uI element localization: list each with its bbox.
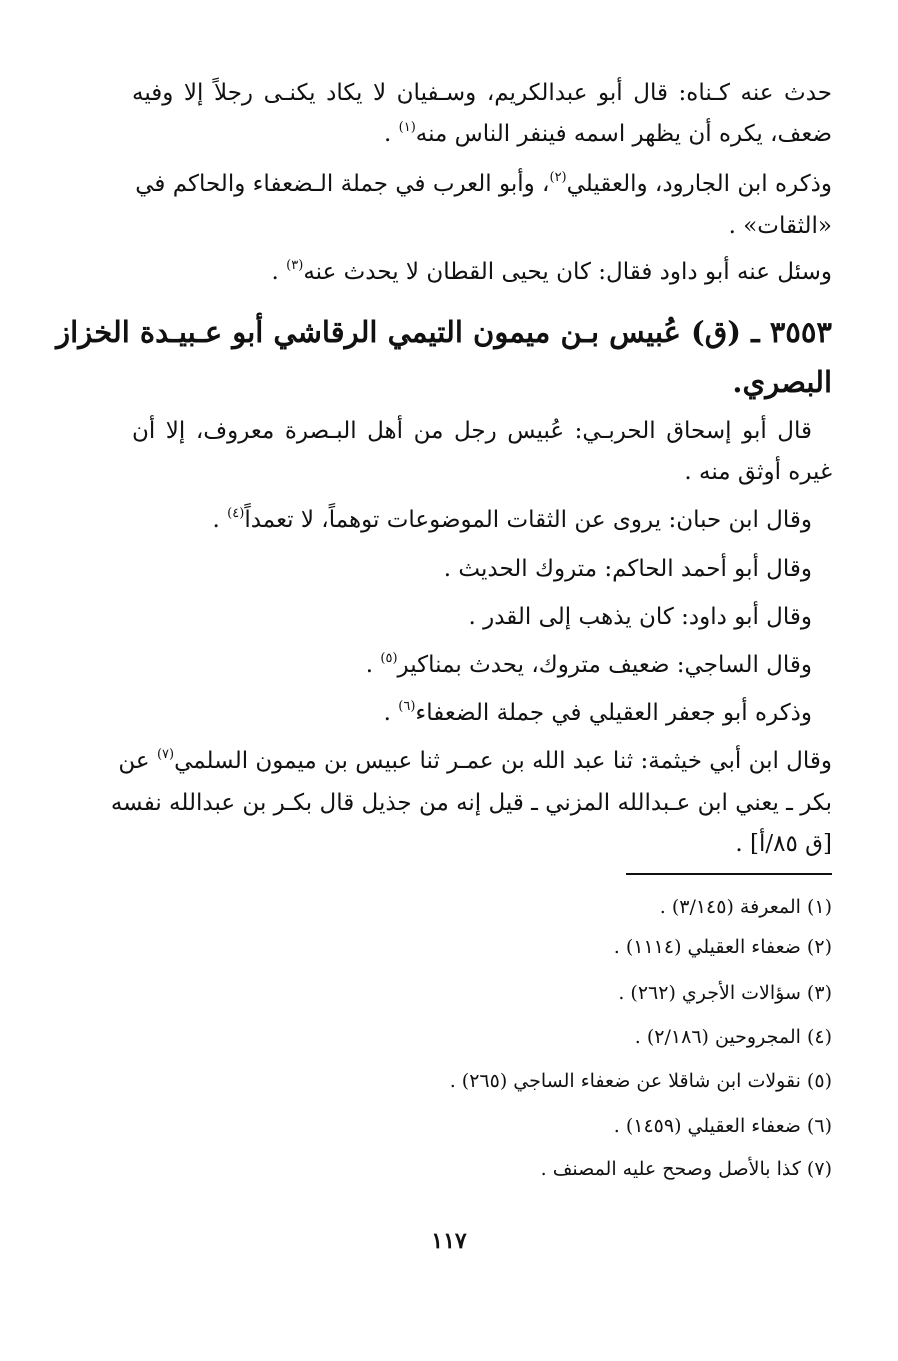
- footnote-ref-4: (٤): [227, 506, 245, 521]
- body-line-8-end: .: [212, 507, 228, 533]
- footnote-ref-6: (٦): [398, 699, 416, 714]
- body-line-2: [132, 114, 832, 154]
- body-line-13: [118, 741, 832, 781]
- body-line-10: وقال أبو داود: كان يذهب إلى القدر .: [468, 604, 812, 630]
- footnote-ref-3: (٣): [286, 258, 304, 273]
- body-line-12-end: .: [383, 700, 399, 726]
- body-line-1: حدث عنه كـناه: قال أبو عبدالكريم، وسـفيان لا يكاد يكنـى رجلاً إلا وفيه: [132, 80, 832, 106]
- body-line-14: بكر ـ يعني ابن عـبدالله المزني ـ قيل إنه من جذيل قال بكـر بن عبدالله نفسه: [110, 790, 832, 816]
- footnote-1: (١) المعرفة (٣/١٤٥) .: [659, 896, 832, 918]
- body-line-3-part: [135, 164, 832, 204]
- body-line-11-end: .: [365, 652, 381, 678]
- body-line-5-end: .: [271, 259, 287, 285]
- body-line-15: [ق ٨٥/أ] .: [735, 831, 832, 857]
- footnote-4: (٤) المجروحين (٢/١٨٦) .: [634, 1026, 832, 1048]
- footnote-3: (٣) سؤالات الأجري (٢٦٢) .: [618, 982, 832, 1004]
- body-line-2-end: .: [384, 121, 399, 147]
- body-line-12: [132, 693, 812, 733]
- footnote-ref-2: (٢): [549, 170, 567, 185]
- entry-heading-line-1: ٣٥٥٣ ـ (ق) عُبيس بـن ميمون التيمي الرقاشي أبو عـبيـدة الخزاز: [56, 315, 832, 349]
- body-line-11-text: وقال الساجي: ضعيف متروك، يحدث بمناكير: [397, 652, 812, 678]
- body-line-6: قال أبو إسحاق الحربـي: عُبيس رجل من أهل البـصرة معروف، إلا أن: [132, 418, 812, 444]
- body-line-8-text: وقال ابن حبان: يروى عن الثقات الموضوعات توهماً، لا تعمداً: [244, 507, 812, 533]
- footnote-7: (٧) كذا بالأصل وصحح عليه المصنف .: [540, 1158, 832, 1180]
- footnote-5: (٥) نقولات ابن شاقلا عن ضعفاء الساجي (٢٦٥) .: [449, 1070, 832, 1092]
- body-line-12-text: وذكره أبو جعفر العقيلي في جملة الضعفاء: [415, 700, 812, 726]
- body-line-2-text: ضعف، يكره أن يظهر اسمه فينفر الناس منه: [415, 121, 832, 147]
- body-line-3: [132, 164, 832, 204]
- body-line-13b: عن: [118, 748, 157, 774]
- body-line-13a: وقال ابن أبي خيثمة: ثنا عبد الله بن عمـر ثنا عبيس بن ميمون السلمي: [174, 748, 832, 774]
- footnote-6: (٦) ضعفاء العقيلي (١٤٥٩) .: [613, 1115, 832, 1137]
- footnote-2: (٢) ضعفاء العقيلي (١١١٤) .: [613, 936, 832, 958]
- body-line-11: [132, 645, 812, 685]
- page-number: ١١٧: [431, 1228, 467, 1254]
- body-line-9: وقال أبو أحمد الحاكم: متروك الحديث .: [443, 556, 812, 582]
- body-line-4: «الثقات» .: [728, 213, 832, 239]
- footnote-ref-5: (٥): [380, 651, 398, 666]
- body-line-5-text: وسئل عنه أبو داود فقال: كان يحيى القطان لا يحدث عنه: [303, 259, 832, 285]
- body-line-5: [132, 252, 832, 292]
- body-line-8: [132, 500, 812, 540]
- footnote-ref-7: (٧): [156, 747, 175, 762]
- body-line-7: غيره أوثق منه .: [684, 459, 832, 485]
- footnote-ref-1: (١): [398, 120, 416, 135]
- body-line-3a: وذكره ابن الجارود، والعقيلي: [566, 171, 832, 197]
- body-line-13-part: [118, 741, 832, 781]
- entry-heading-line-2: البصري.: [732, 365, 832, 399]
- footnote-separator: [626, 873, 832, 875]
- body-line-3b: ، وأبو العرب في جملة الـضعفاء والحاكم في: [135, 171, 550, 197]
